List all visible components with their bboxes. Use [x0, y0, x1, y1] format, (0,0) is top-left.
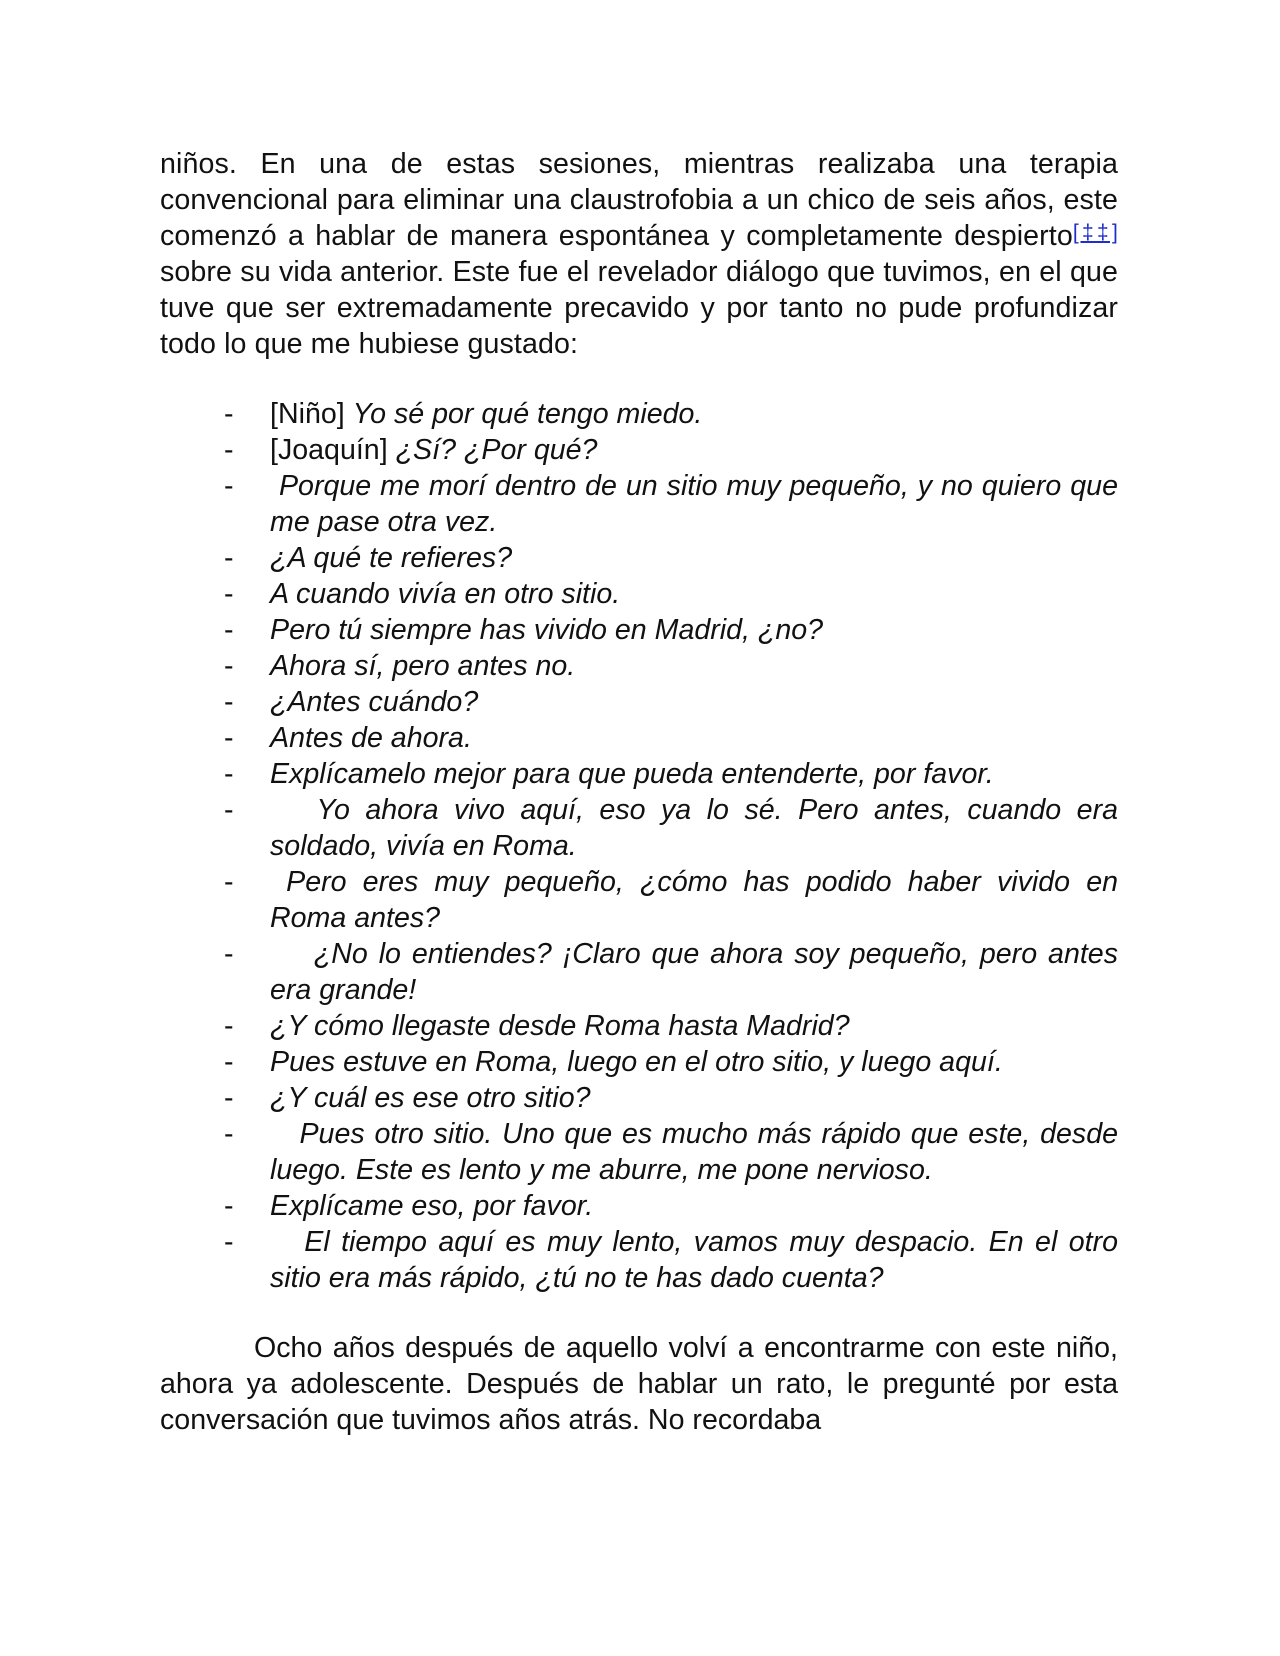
- dialogue-text: Pues otro sitio. Uno que es mucho más rápido que este, desde luego. Este es lento y me aburre, me pone nervioso.: [270, 1118, 1126, 1186]
- dialogue-line: [160, 864, 1126, 936]
- dialogue-dash: -: [224, 1118, 234, 1150]
- dialogue-line: [160, 1044, 1118, 1080]
- intro-text-before: niños. En una de estas sesiones, mientras realizaba una terapia convencional para eliminar una claustrofobia a un chico de seis años, este comenzó a hablar de manera espontánea y completamente despierto: [160, 148, 1118, 252]
- dialogue-dash: -: [224, 398, 234, 430]
- dialogue-text: ¿A qué te refieres?: [270, 542, 513, 574]
- dialogue-text: ¿Y cuál es ese otro sitio?: [270, 1082, 591, 1114]
- dialogue-dash: -: [224, 650, 234, 682]
- dialogue-line: [160, 1008, 1118, 1044]
- dialogue-line: [160, 1188, 1118, 1224]
- dialogue-line: [160, 1116, 1126, 1188]
- dialogue-line: [160, 432, 1118, 468]
- dialogue-line: [160, 720, 1118, 756]
- dialogue-line: [160, 648, 1118, 684]
- dialogue-text: Pero eres muy pequeño, ¿cómo has podido haber vivido en Roma antes?: [270, 866, 1126, 934]
- dialogue-dash: -: [224, 470, 234, 502]
- dialogue-list: [160, 396, 1126, 1296]
- dialogue-text: Ahora sí, pero antes no.: [270, 650, 576, 682]
- dialogue-line: [160, 756, 1118, 792]
- dialogue-line: [160, 576, 1118, 612]
- dialogue-line: [160, 684, 1118, 720]
- dialogue-text: Porque me morí dentro de un sitio muy pequeño, y no quiero que me pase otra vez.: [270, 470, 1126, 538]
- dialogue-dash: -: [224, 794, 234, 826]
- dialogue-line: [160, 612, 1118, 648]
- dialogue-dash: -: [224, 1010, 234, 1042]
- dialogue-text: Explícamelo mejor para que pueda entenderte, por favor.: [270, 758, 994, 790]
- document-page: [160, 146, 1126, 1438]
- dialogue-line: [160, 396, 1118, 432]
- dialogue-dash: -: [224, 1046, 234, 1078]
- dialogue-text: Explícame eso, por favor.: [270, 1190, 594, 1222]
- dialogue-dash: -: [224, 578, 234, 610]
- intro-paragraph: [160, 146, 1118, 362]
- dialogue-dash: -: [224, 614, 234, 646]
- dialogue-text: Pues estuve en Roma, luego en el otro sitio, y luego aquí.: [270, 1046, 1003, 1078]
- dialogue-dash: -: [224, 542, 234, 574]
- dialogue-dash: -: [224, 686, 234, 718]
- dialogue-text: ¿Antes cuándo?: [270, 686, 479, 718]
- dialogue-line: [160, 540, 1118, 576]
- dialogue-dash: -: [224, 722, 234, 754]
- dialogue-text: El tiempo aquí es muy lento, vamos muy despacio. En el otro sitio era más rápido, ¿tú no te has dado cuenta?: [270, 1226, 1126, 1294]
- closing-paragraph: Ocho años después de aquello volví a encontrarme con este niño, ahora ya adolescente. Después de hablar un rato, le pregunté por esta conversación que tuvimos años atrás. No recordaba: [160, 1332, 1118, 1436]
- dialogue-line: [160, 468, 1126, 540]
- dialogue-dash: -: [224, 1190, 234, 1222]
- dialogue-line: [160, 1080, 1118, 1116]
- dialogue-dash: -: [224, 866, 234, 898]
- dialogue-dash: -: [224, 1082, 234, 1114]
- dialogue-text: Yo ahora vivo aquí, eso ya lo sé. Pero antes, cuando era soldado, vivía en Roma.: [270, 794, 1126, 862]
- dialogue-text: Yo sé por qué tengo miedo.: [352, 398, 703, 430]
- dialogue-dash: -: [224, 434, 234, 466]
- dialogue-line: [160, 936, 1126, 1008]
- dialogue-text: ¿Sí? ¿Por qué?: [395, 434, 598, 466]
- dialogue-speaker: [Joaquín]: [270, 434, 396, 466]
- intro-text-after: sobre su vida anterior. Este fue el revelador diálogo que tuvimos, en el que tuve que ser extremadamente precavido y por tanto no pude profundizar todo lo que me hubiese gustado:: [160, 256, 1118, 360]
- dialogue-dash: -: [224, 758, 234, 790]
- dialogue-text: Pero tú siempre has vivido en Madrid, ¿no?: [270, 614, 824, 646]
- dialogue-text: ¿No lo entiendes? ¡Claro que ahora soy pequeño, pero antes era grande!: [270, 938, 1126, 1006]
- dialogue-dash: -: [224, 938, 234, 970]
- dialogue-speaker: [Niño]: [270, 398, 353, 430]
- dialogue-text: Antes de ahora.: [270, 722, 472, 754]
- dialogue-dash: -: [224, 1226, 234, 1258]
- dialogue-line: [160, 1224, 1126, 1296]
- dialogue-text: A cuando vivía en otro sitio.: [270, 578, 621, 610]
- dialogue-text: ¿Y cómo llegaste desde Roma hasta Madrid?: [270, 1010, 850, 1042]
- dialogue-line: [160, 792, 1126, 864]
- footnote-reference-link[interactable]: [‡‡]: [1072, 221, 1118, 244]
